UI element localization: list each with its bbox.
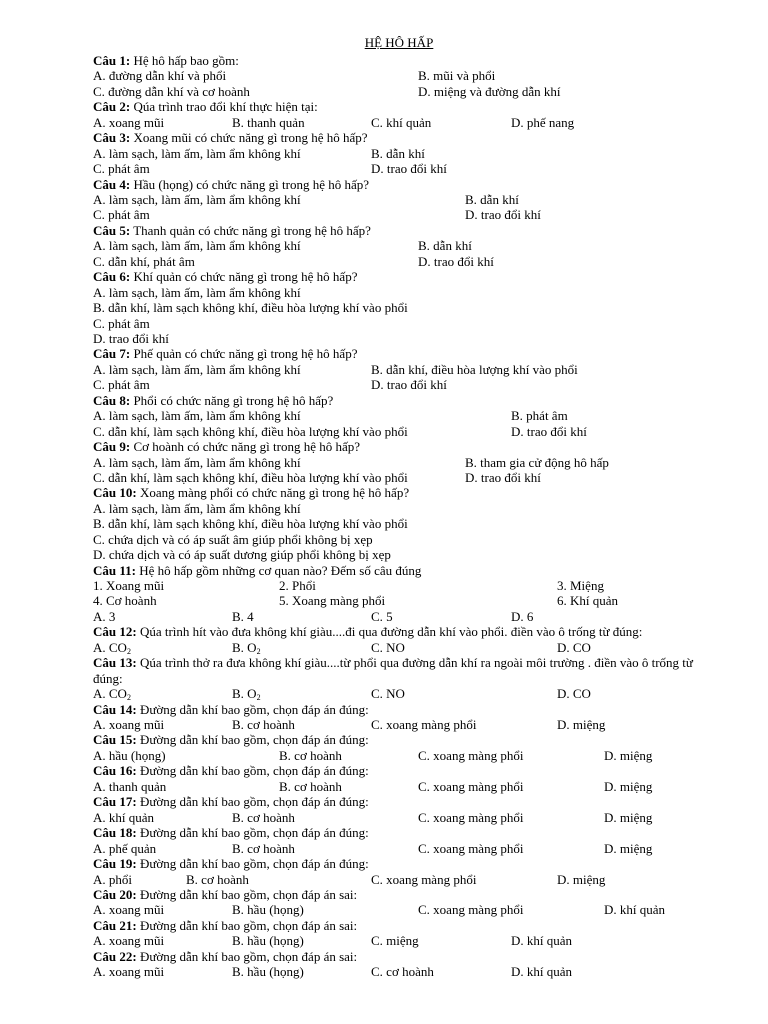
question-line <box>93 269 705 284</box>
question-line <box>93 393 705 408</box>
answer-row <box>93 316 705 331</box>
question-line <box>93 346 705 361</box>
answer-row <box>93 115 705 130</box>
question-line <box>93 223 705 238</box>
answer-option: A. làm sạch, làm ấm, làm ẩm không khí <box>93 408 301 424</box>
answer-option: B. tham gia cử động hô hấp <box>465 454 609 470</box>
answer-option: C. dẫn khí, phát âm <box>93 253 195 269</box>
question-text: Đường dẫn khí bao gồm, chọn đáp án đúng: <box>136 825 369 841</box>
answer-row <box>93 779 705 794</box>
answer-option: A. xoang mũi <box>93 717 165 733</box>
question-line <box>93 485 705 500</box>
question-text: Đường dẫn khí bao gồm, chọn đáp án sai: <box>136 886 358 902</box>
question-text: Khí quản có chức năng gì trong hệ hô hấp? <box>130 269 358 285</box>
answer-option: C. xoang màng phổi <box>371 717 477 733</box>
answer-option: 1. Xoang mũi <box>93 578 165 594</box>
question-number: Câu 20: <box>93 886 137 902</box>
question-text: Đường dẫn khí bao gồm, chọn đáp án đúng: <box>136 732 369 748</box>
question-text: Hầu (họng) có chức năng gì trong hệ hô hấp? <box>130 176 370 192</box>
document-title: HỆ HÔ HẤP <box>364 35 434 50</box>
answer-option: B. hầu (họng) <box>232 964 304 980</box>
answer-row <box>93 810 705 825</box>
answer-row <box>93 933 705 948</box>
question-number: Câu 4: <box>93 176 131 192</box>
answer-option: A. phổi <box>93 871 132 887</box>
question-number: Câu 8: <box>93 392 131 408</box>
answer-row <box>93 331 705 346</box>
answer-option: D. 6 <box>511 608 534 624</box>
answer-option: C. phát âm <box>93 377 150 393</box>
answer-option: A. 3 <box>93 608 116 624</box>
answer-option: B. cơ hoành <box>232 717 295 733</box>
answer-option: A. làm sạch, làm ấm, làm ẩm không khí <box>93 145 301 161</box>
question-text: Đường dẫn khí bao gồm, chọn đáp án sai: <box>136 917 358 933</box>
answer-option: C. khí quản <box>371 114 432 130</box>
answer-row <box>93 748 705 763</box>
answer-option: D. trao đổi khí <box>511 423 587 439</box>
answer-row <box>93 192 705 207</box>
answer-option: A. làm sạch, làm ấm, làm ẩm không khí <box>93 500 301 516</box>
question-line <box>93 763 705 778</box>
question-line <box>93 825 705 840</box>
answer-option: B. 4 <box>232 608 254 624</box>
question-text: Đường dẫn khí bao gồm, chọn đáp án đúng: <box>136 856 369 872</box>
answer-option: C. phát âm <box>93 161 150 177</box>
question-text: Cơ hoành có chức năng gì trong hệ hô hấp? <box>130 439 361 455</box>
answer-row <box>93 146 705 161</box>
answer-option: D. trao đổi khí <box>93 330 169 346</box>
answer-row <box>93 161 705 176</box>
answer-row <box>93 377 705 392</box>
answer-option: D. phế nang <box>511 114 575 130</box>
answer-row <box>93 686 705 701</box>
answer-option: A. phế quản <box>93 840 157 856</box>
answer-option: B. $O_2$ <box>232 639 261 656</box>
question-number: Câu 22: <box>93 948 137 964</box>
answer-row <box>93 872 705 887</box>
answer-option: D. CO <box>557 639 591 655</box>
answer-option: 3. Miệng <box>557 578 604 594</box>
answer-option: 2. Phổi <box>279 578 316 594</box>
answer-option: B. dẫn khí, làm sạch không khí, điều hòa lượng khí vào phổi <box>93 300 408 316</box>
answer-option: A. thanh quản <box>93 778 167 794</box>
answer-option: D. miệng <box>557 717 606 733</box>
answer-option: D. miệng <box>604 778 653 794</box>
answer-option: 4. Cơ hoành <box>93 593 157 609</box>
answer-option: C. 5 <box>371 608 393 624</box>
answer-option: B. cơ hoành <box>186 871 249 887</box>
answer-option: B. dẫn khí <box>418 238 472 254</box>
question-line <box>93 53 705 68</box>
answer-option: B. cơ hoành <box>232 809 295 825</box>
answer-option: 6. Khí quản <box>557 593 619 609</box>
question-line <box>93 732 705 747</box>
answer-option: A. làm sạch, làm ấm, làm ẩm không khí <box>93 361 301 377</box>
question-number: Câu 13: <box>93 655 137 671</box>
question-line <box>93 702 705 717</box>
answer-option: C. xoang màng phổi <box>371 871 477 887</box>
answer-option: B. phát âm <box>511 408 568 424</box>
answer-option: D. trao đổi khí <box>418 253 494 269</box>
answer-row <box>93 207 705 222</box>
question-line <box>93 439 705 454</box>
question-text: Qúa trình trao đổi khí thực hiện tại: <box>130 99 318 115</box>
question-text: Xoang mũi có chức năng gì trong hệ hô hấp? <box>130 130 368 146</box>
answer-option: B. thanh quản <box>232 114 305 130</box>
question-number: Câu 6: <box>93 269 131 285</box>
question-line <box>93 887 705 902</box>
answer-option: B. cơ hoành <box>232 840 295 856</box>
question-number: Câu 9: <box>93 439 131 455</box>
answer-option: C. phát âm <box>93 207 150 223</box>
answer-option: B. dẫn khí, làm sạch không khí, điều hòa lượng khí vào phổi <box>93 516 408 532</box>
answer-option: A. làm sạch, làm ấm, làm ẩm không khí <box>93 284 301 300</box>
question-text: Hệ hô hấp bao gồm: <box>130 53 239 68</box>
answer-row <box>93 501 705 516</box>
answer-row <box>93 640 705 655</box>
answer-option: D. miệng <box>604 747 653 763</box>
answer-option: A. làm sạch, làm ấm, làm ẩm không khí <box>93 454 301 470</box>
question-number: Câu 1: <box>93 53 131 68</box>
question-text: Qúa trình thở ra đưa không khí giàu....từ phổi qua đường dẫn khí ra ngoài môi trường . điền vào ô trống từ đúng: <box>93 655 693 686</box>
question-number: Câu 11: <box>93 562 136 578</box>
answer-option: A. khí quản <box>93 809 155 825</box>
answer-row <box>93 964 705 979</box>
question-number: Câu 17: <box>93 794 137 810</box>
question-number: Câu 14: <box>93 701 137 717</box>
answer-option: A. xoang mũi <box>93 964 165 980</box>
answer-option: C. xoang màng phổi <box>418 840 524 856</box>
answer-option: C. đường dẫn khí và cơ hoành <box>93 83 250 99</box>
answer-option: C. xoang màng phổi <box>418 747 524 763</box>
answer-option: D. miệng <box>604 840 653 856</box>
question-text: Phổi có chức năng gì trong hệ hô hấp? <box>130 392 334 408</box>
answer-option: A. xoang mũi <box>93 902 165 918</box>
question-number: Câu 2: <box>93 99 131 115</box>
answer-option: D. khí quản <box>511 933 573 949</box>
answer-option: A. làm sạch, làm ấm, làm ẩm không khí <box>93 192 301 207</box>
question-list <box>93 53 705 980</box>
answer-row <box>93 408 705 423</box>
question-number: Câu 18: <box>93 825 137 841</box>
answer-row <box>93 578 705 593</box>
answer-row <box>93 841 705 856</box>
question-line <box>93 563 705 578</box>
answer-option: C. chứa dịch và có áp suất âm giúp phổi không bị xẹp <box>93 531 373 547</box>
answer-row <box>93 470 705 485</box>
question-number: Câu 5: <box>93 222 131 238</box>
question-number: Câu 10: <box>93 485 137 501</box>
answer-option: D. trao đổi khí <box>465 469 541 485</box>
answer-row <box>93 285 705 300</box>
answer-row <box>93 68 705 83</box>
answer-option: A. đường dẫn khí và phổi <box>93 68 227 84</box>
answer-option: B. dẫn khí <box>371 145 425 161</box>
answer-row <box>93 424 705 439</box>
answer-option: C. phát âm <box>93 315 150 331</box>
question-number: Câu 21: <box>93 917 137 933</box>
question-text: Đường dẫn khí bao gồm, chọn đáp án đúng: <box>136 763 369 779</box>
answer-option: C. dẫn khí, làm sạch không khí, điều hòa lượng khí vào phổi <box>93 423 408 439</box>
question-text: Thanh quản có chức năng gì trong hệ hô hấp? <box>130 222 371 238</box>
answer-option: C. xoang màng phổi <box>418 809 524 825</box>
answer-option: C. NO <box>371 686 405 702</box>
answer-row <box>93 300 705 315</box>
question-text: Đường dẫn khí bao gồm, chọn đáp án sai: <box>136 948 358 964</box>
question-number: Câu 15: <box>93 732 137 748</box>
question-number: Câu 7: <box>93 346 131 362</box>
answer-option: C. cơ hoành <box>371 964 434 980</box>
answer-row <box>93 609 705 624</box>
question-line <box>93 624 705 639</box>
answer-option: C. NO <box>371 639 405 655</box>
answer-option: A. xoang mũi <box>93 933 165 949</box>
answer-option: C. miệng <box>371 933 419 949</box>
answer-row <box>93 254 705 269</box>
answer-option: D. miệng và đường dẫn khí <box>418 83 561 99</box>
answer-row <box>93 593 705 608</box>
answer-row <box>93 238 705 253</box>
answer-option: D. khí quản <box>604 902 666 918</box>
answer-option: A. làm sạch, làm ấm, làm ẩm không khí <box>93 238 301 254</box>
question-line <box>93 655 705 686</box>
answer-option: A. xoang mũi <box>93 114 165 130</box>
answer-option: B. dẫn khí <box>465 192 519 207</box>
question-number: Câu 16: <box>93 763 137 779</box>
answer-option: B. dẫn khí, điều hòa lượng khí vào phổi <box>371 361 578 377</box>
answer-row <box>93 902 705 917</box>
answer-option: C. xoang màng phổi <box>418 902 524 918</box>
question-line <box>93 177 705 192</box>
answer-row <box>93 547 705 562</box>
question-line <box>93 918 705 933</box>
answer-option: B. cơ hoành <box>279 747 342 763</box>
question-text: Phế quản có chức năng gì trong hệ hô hấp? <box>130 346 358 362</box>
question-text: Hệ hô hấp gồm những cơ quan nào? Đếm số câu đúng <box>135 562 422 578</box>
question-text: Qúa trình hít vào đưa không khí giàu....đi qua đường dẫn khí vào phổi. điền vào ô trống từ đúng: <box>136 624 643 640</box>
question-line <box>93 856 705 871</box>
answer-row <box>93 455 705 470</box>
answer-option: B. hầu (họng) <box>232 902 304 918</box>
answer-option: C. dẫn khí, làm sạch không khí, điều hòa lượng khí vào phổi <box>93 469 408 485</box>
answer-option: C. xoang màng phổi <box>418 778 524 794</box>
question-line <box>93 794 705 809</box>
question-text: Xoang màng phổi có chức năng gì trong hệ hô hấp? <box>136 485 410 501</box>
answer-option: D. trao đổi khí <box>371 377 447 393</box>
answer-option: 5. Xoang màng phổi <box>279 593 386 609</box>
answer-row <box>93 516 705 531</box>
answer-row <box>93 84 705 99</box>
answer-option: D. CO <box>557 686 591 702</box>
answer-option: B. $O_2$ <box>232 686 261 703</box>
answer-option: D. chứa dịch và có áp suất dương giúp phổi không bị xẹp <box>93 547 391 563</box>
answer-row <box>93 532 705 547</box>
document-page <box>93 34 705 980</box>
question-number: Câu 19: <box>93 856 137 872</box>
question-number: Câu 3: <box>93 130 131 146</box>
answer-option: D. khí quản <box>511 964 573 980</box>
answer-row <box>93 717 705 732</box>
answer-option: A. hầu (họng) <box>93 747 166 763</box>
answer-option: B. mũi và phổi <box>418 68 496 84</box>
answer-option: D. trao đổi khí <box>465 207 541 223</box>
question-text: Đường dẫn khí bao gồm, chọn đáp án đúng: <box>136 794 369 810</box>
question-number: Câu 12: <box>93 624 137 640</box>
question-line <box>93 949 705 964</box>
question-line <box>93 130 705 145</box>
answer-option: D. miệng <box>557 871 606 887</box>
answer-row <box>93 362 705 377</box>
answer-option: B. cơ hoành <box>279 778 342 794</box>
answer-option: D. trao đổi khí <box>371 161 447 177</box>
answer-option: D. miệng <box>604 809 653 825</box>
answer-option: A. $CO_2$ <box>93 686 131 703</box>
answer-option: A. $CO_2$ <box>93 639 131 656</box>
question-text: Đường dẫn khí bao gồm, chọn đáp án đúng: <box>136 701 369 717</box>
answer-option: B. hầu (họng) <box>232 933 304 949</box>
question-line <box>93 99 705 114</box>
